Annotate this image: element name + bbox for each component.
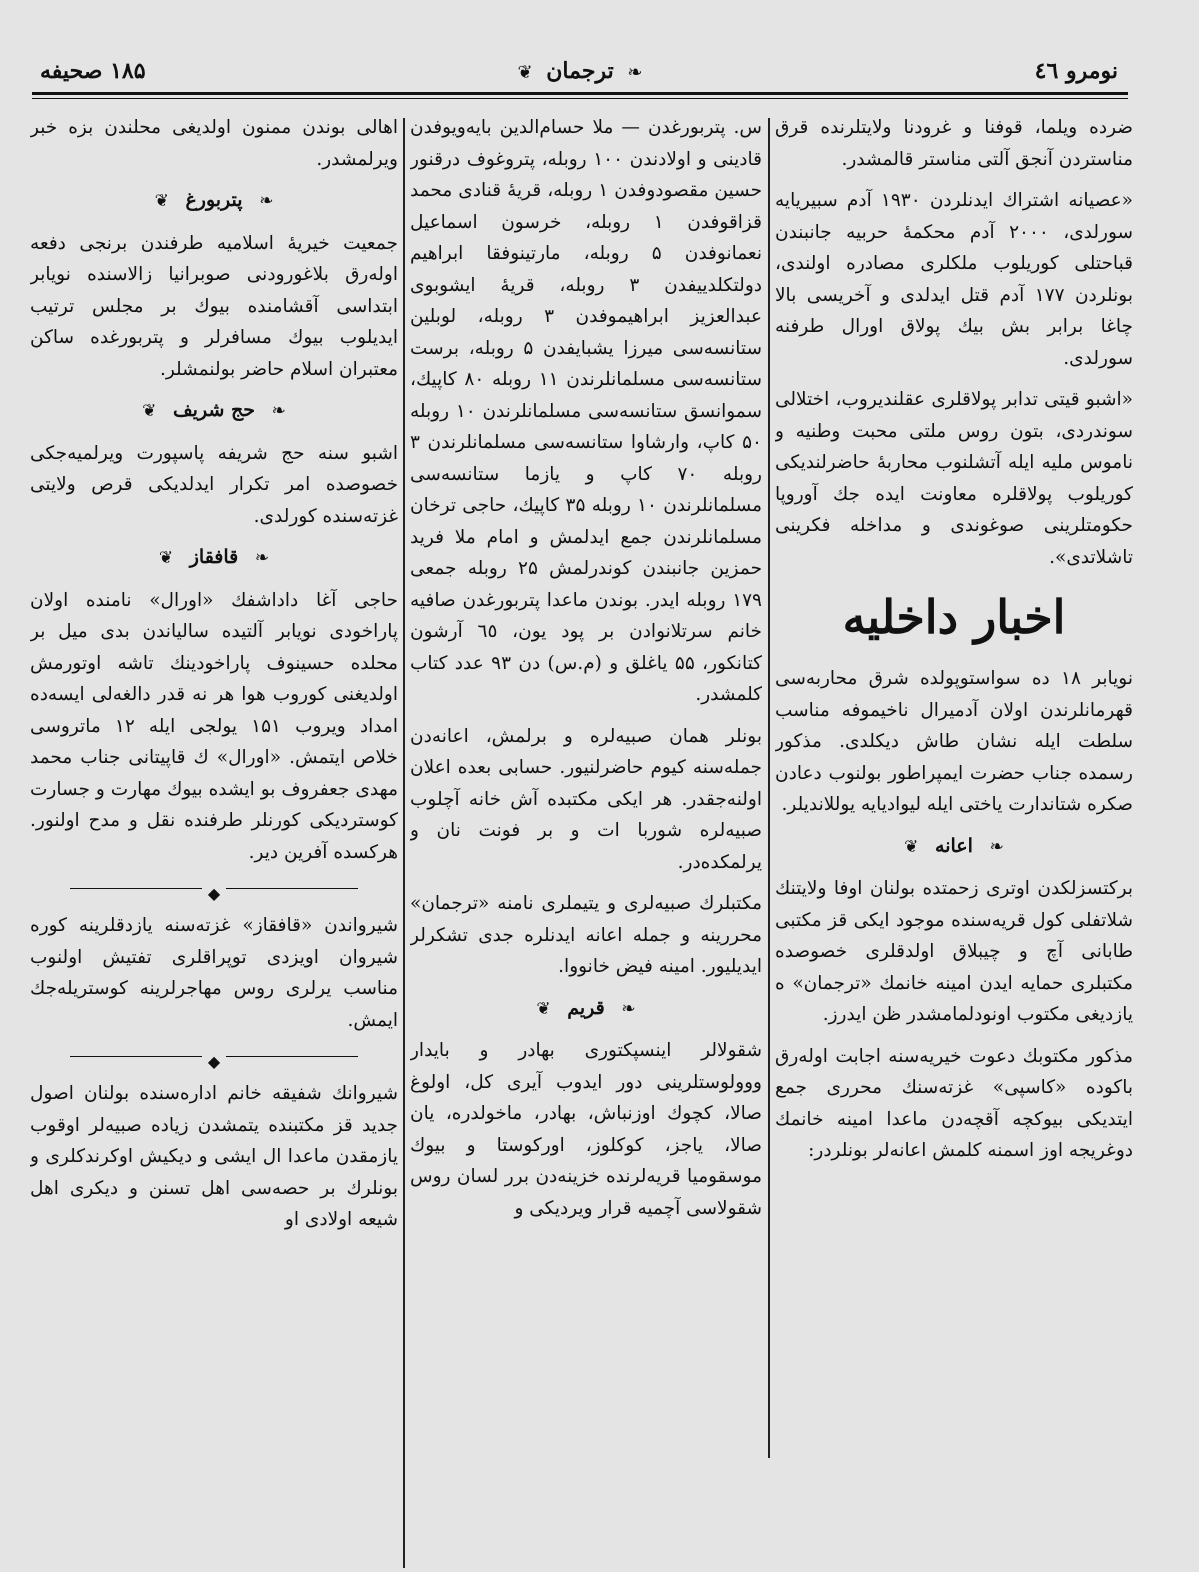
column-right xyxy=(775,112,1133,1562)
article-paragraph: جمعیت خیریهٔ اسلامیه طرفندن برنجی دفعه اوله‌رق بلاغورودنی صوبرانیا زالاسنده نویابر ابتداسی آقشامنده بیوك بر مجلس ترتیب ایدیلوب بیوك مسافرلر و پتربورغده ساکن معتبران اسلام حاضر بولنمشلر. xyxy=(30,232,398,380)
masthead xyxy=(32,58,1128,94)
column-divider xyxy=(403,118,405,1568)
column-middle xyxy=(410,112,762,1562)
page-number: ۱۸۵ صحیفه xyxy=(40,58,146,84)
article-paragraph: شیروانك شفیقه خانم اداره‌سنده بولنان اصول جدید قز مکتبنده یتمشدن زیاده صبیه‌لر اوقوب یازمقدن ماعدا ال ایشی و دیکیش اوکرندکلری و بونلرك بر حصه‌سی اهل تسنن و دیکری اهل شیعه اولادی او xyxy=(30,1083,398,1230)
ornament-icon: ❦ xyxy=(517,62,533,83)
section-title: اخبار داخلیه xyxy=(842,590,1066,644)
ornament-icon: ❧ xyxy=(621,998,636,1019)
column-left xyxy=(30,112,398,1562)
article-paragraph: «اشبو قیتی تدابر پولاقلری عقلندیروب، اختلالی سوندردی، بتون روس ملتی محبت وطنیه و ناموس ملیه ایله آتشلنوب محاربهٔ حاضرلندیکی کوریلوب پولاقلره معاونت ایده جك آوروپا حکومتلرینی صوغوندی و مداخله فکرینی تاشلاتدی». xyxy=(775,389,1133,568)
ornament-icon: ❦ xyxy=(142,401,157,421)
article-paragraph: نویابر ۱۸ ده سواستوپولده شرق محاربه‌سی قهرمانلرندن اولان آدمیرال ناخیموفه مناسب سلطت ایله نشان طاش دیکلدی. مذکور رسمده جناب حضرت ایمپراطور بولنوب دعادن صکره شتاندارت یاختی ایله لیوادیایه یوللاندیلر. xyxy=(775,668,1133,815)
ornament-icon: ❦ xyxy=(154,191,169,211)
ornament-icon: ❧ xyxy=(271,401,286,421)
ornament-icon: ❧ xyxy=(989,836,1004,857)
masthead-rule xyxy=(32,92,1128,95)
section-divider xyxy=(30,878,398,903)
article-paragraph: اشبو سنه حج شریفه پاسپورت ویرلمیه‌جکی خصوصده امر تکرار ایدلدیکی قرص ولایتی غزته‌سنده کورلدی. xyxy=(30,442,398,527)
newspaper-title-text: ترجمان xyxy=(546,58,614,84)
article-heading xyxy=(30,185,398,218)
article-heading xyxy=(30,395,398,428)
article-heading xyxy=(30,542,398,575)
ornament-icon: ❧ xyxy=(627,62,643,83)
article-paragraph: برکتسزلکدن اوتری زحمتده بولنان اوفا ولایتنك شلاتفلی کول قریه‌سنده موجود ایکی قز مکتبی طابانی آچ و چیبلاق اولدقلری خصوصده مکتبلری حمایه ایدن امینه خانمك «ترجمان» ه یازدیغی مکتوب اونودلمامشدر ظن ایدرز. xyxy=(775,878,1133,1025)
diamond-icon: ◆ xyxy=(202,884,226,904)
ornament-icon: ❧ xyxy=(259,191,274,211)
article-paragraph: «عصیانه اشتراك ایدنلردن ۱۹۳۰ آدم سبیریایه سورلدی، ۲۰۰۰ آدم محکمهٔ حربیه جانبندن قباحتلی کوریلوب ملکلری مصادره اولندی، بونلردن ۱۷۷ آدم قتل ایدلدی و آخریسی بالا چاغا برابر بش بیك پولاق اورال طرفنه سورلدی. xyxy=(775,190,1133,369)
ornament-icon: ❦ xyxy=(158,548,174,568)
article-paragraph: س. پتربورغدن — ملا حسام‌الدین بایه‌ویوفدن قادینی و اولادندن ۱۰۰ روبله، پتروغوف درقنور حسین مقصودوفدن ۱ روبله، قریهٔ قنادی محمد قزاقوفدن ۱ روبله، خرسون اسماعیل نعمانوفدن ۵ روبله، مارتینوفقا ابراهیم دولتکلدییفدن ۳ روبله، قریهٔ ایشوبوی عبدالعزیز ابراهیموفدن ۳ روبله، لوبلین ستانسه‌سی میرزا یشبایفدن ۵ روبله، برست ستانسه‌سی مسلمانلرندن ۱۱ روبله ۸۰ کاپیك، سموانسق ستانسه‌سی مسلمانلرندن ۱۰ روبله ۵۰ کاپ، وارشاوا ستانسه‌سی مسلمانلرندن ۳ روبله ۷۰ کاپ و یازما ستانسه‌سی مسلمانلرندن ۱۰ روبله ۳۵ کاپیك، حاجی ترخان مسلمانلرندن جمع ایدلمش و امام ملا فرید حمزین جانبندن کوندرلمش ۲۵ روبله جمعی ۱۷۹ روبله ایدر. بوندن ماعدا پتربورغدن صافیه خانم سرتلانوادن بر پود یون، ٦٥ آرشون کتانکور، ۵۵ یاغلق و (م.س) دن ۹۳ عدد کتاب کلمشدر. xyxy=(410,117,762,705)
article-paragraph: مذکور مکتوبك دعوت خیریه‌سنه اجابت اوله‌رق باکوده «کاسپی» غزته‌سنك محرری جمع ایتدیکی بیوکچه آقچه‌دن ماعدا امینه خانمك دوغریجه اوز اسمنه کلمش اعانه‌لر بونلردر: xyxy=(775,1045,1133,1161)
masthead-rule-thin xyxy=(32,98,1128,99)
ornament-icon: ❦ xyxy=(904,836,919,857)
diamond-icon: ◆ xyxy=(202,1052,226,1072)
newspaper-title xyxy=(32,58,1128,84)
article-heading-text: پتربورغ xyxy=(185,189,243,211)
issue-number: نومرو ٤٦ xyxy=(1034,58,1118,84)
section-divider xyxy=(30,1046,398,1071)
article-heading-text: اعانه xyxy=(935,834,973,857)
article-paragraph: شقولالر اینسپکتوری بهادر و بایدار ووولوستلرینی دور ایدوب آیری کل، اولوغ صالا، کچوك اوزنباش، بهادر، ماخولدره، یان صالا، یاجز، کوکلوز، اورکوستا و بیوك موسقومیا قریه‌لرنده خزینه‌دن برر لسان روس شقولاسی آچمیه قرار ویردیکی و xyxy=(410,1040,762,1219)
article-paragraph: بونلر همان صبیه‌لره و برلمش، اعانه‌دن جمله‌سنه کیوم حاضرلنیور. حسابی بعده اعلان اولنه‌جقدر. هر ایکی مکتبده آش خانه آچلوب صبیه‌لره شوربا ات و بر فونت نان و یرلمکده‌در. xyxy=(410,725,762,873)
column-divider xyxy=(768,118,770,1458)
article-heading-text: قریم xyxy=(567,996,605,1019)
article-paragraph: شیرواندن «قافقاز» غزته‌سنه یازدقلرینه کوره شیروان اویزدی توپراقلری تفتیش اولنوب مناسب یرلری روس مهاجرلرینه کوستریله‌جك ایمش. xyxy=(30,915,398,1031)
article-heading xyxy=(775,831,1133,864)
ornament-icon: ❦ xyxy=(536,998,551,1019)
article-heading xyxy=(410,993,762,1026)
article-paragraph: ضرده ویلما، قوفنا و غرودنا ولایتلرنده قرق مناستردن آنجق آلتی مناستر قالمشدر. xyxy=(775,117,1133,170)
article-heading-text: حج شریف xyxy=(173,399,255,421)
article-paragraph: مکتبلرك صبیه‌لری و یتیملری نامنه «ترجمان» محررینه و جمله اعانه ایدنلره جدی تشکرلر ایدیلیور. امینه فیض خانووا. xyxy=(410,893,762,977)
ornament-icon: ❧ xyxy=(254,548,270,568)
article-heading-text: قافقاز xyxy=(189,546,239,568)
article-paragraph: اهالی بوندن ممنون اولدیغی محلندن بزه خبر ویرلمشدر. xyxy=(30,117,398,170)
article-paragraph: حاجی آغا داداشفك «اورال» نامنده اولان پاراخودی نویابر آلتیده سالیاندن بدی میل بر محلده حسینوف پاراخودینك تاشه اوتورمش اولدیغنی کوروب هوا هر نه قدر دالغه‌لی ایسه‌ده امداد ویروب ۱۵۱ یولجی ایله ۱۲ ماتروسی خلاص ایتمش. «اورال» ك قاپیتانی جناب محمد مهدی جعفروف بو ایشده بیوك مهارت و جسارت کوستردیکی کورنلر طرفنده نقل و مدح اولنور. هرکسده آفرین دیر. xyxy=(30,589,398,863)
